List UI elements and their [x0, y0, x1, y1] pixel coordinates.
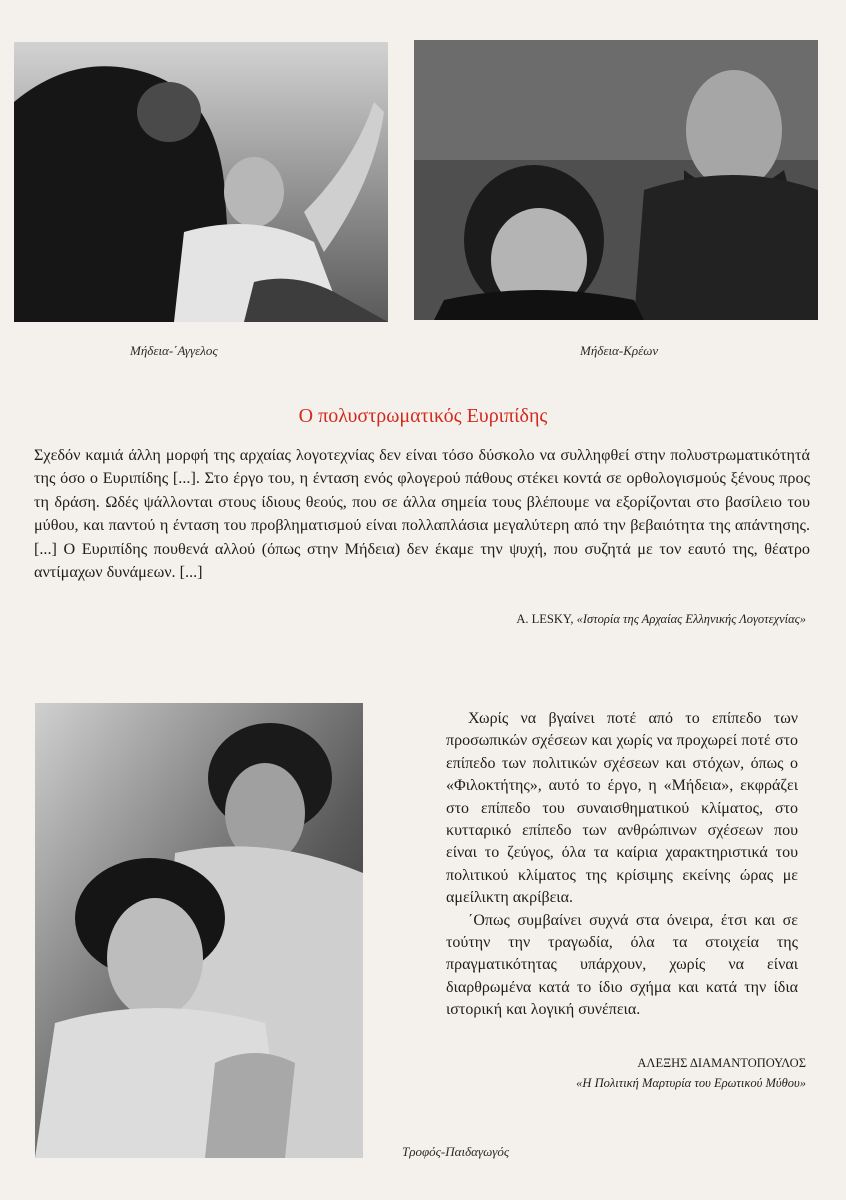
essay-paragraph-2: ΄Οπως συμβαίνει συχνά στα όνειρα, έτσι και σε τούτην την τραγωδία, όλα τα στοιχεία της πραγματικότητας υπάρχουν, χωρίς να είναι διαρθρωμένα κατά το ίδιο σχήμα και κατά την ίδια ιστορική και λογική συνέπεια.: [446, 911, 798, 1019]
photo-medea-kreon: [414, 40, 818, 320]
quote-work: «Ιστορία της Αρχαίας Ελληνικής Λογοτεχνίας»: [576, 612, 806, 626]
photo-medea-angelos: [14, 42, 388, 322]
essay-book: «Η Πολιτική Μαρτυρία του Ερωτικού Μύθου»: [576, 1076, 806, 1090]
caption-trofos-paidagogos: Τροφός-Παιδαγωγός: [402, 1144, 510, 1159]
caption-medea-kreon: Μήδεια-Κρέων: [580, 343, 659, 358]
quote-text: Σχεδόν καμιά άλλη μορφή της αρχαίας λογοτεχνίας δεν είναι τόσο δύσκολο να συλληφθεί στην πολυστρωματικότητά της όσο ο Ευριπίδης [...]. Στο έργο του, η ένταση ενός φλογερού πάθους στέκει κοντά σε ορθολογισμούς ξένους προς τη δράση. Ωδές ψάλλονται στους ίδιους θεούς, που σε άλλα σημεία τους βλέπουμε να εξορίζονται στο βασίλειο του μύθου, και παντού η ένταση του προβληματισμού είναι πολλαπλάσια μεγαλύτερη από την βεβαιότητα της απάντησης. [...] Ο Ευριπίδης πουθενά αλλού (όπως στην Μήδεια) δεν έκαμε την ψυχή, που συζητά με τον εαυτό της, θέατρο αντίμαχων δυνάμεων. [...]: [34, 446, 810, 582]
essay-source: [576, 1053, 806, 1093]
section-title: Ο πολυστρωματικός Ευριπίδης: [298, 405, 548, 427]
quote-author: A. LESKY,: [516, 612, 574, 626]
quote-source: [516, 612, 806, 627]
essay-paragraph-1: Χωρίς να βγαίνει ποτέ από το επίπεδο των προσωπικών σχέσεων και χωρίς να προχωρεί ποτέ στο επίπεδο των πολιτικών σχέσεων και στόχων, όπως ο «Φιλοκτήτης», αυτό το έργο, η «Μήδεια», εκφράζει στο επίπεδο του συναισθηματικού κλίματος, στο κυτταρικό επίπεδο των ανθρώπινων σχέσεων που είναι το ζεύγος, όλα τα καίρια χαρακτηριστικά του πολιτικού κλίματος της κρίσιμης εκείνης ώρας με αμείλικτη ακρίβεια.: [446, 710, 798, 907]
photo-icon: [14, 42, 388, 322]
photo-icon: [35, 703, 363, 1158]
caption-medea-angelos: Μήδεια-΄Αγγελος: [130, 343, 218, 358]
photo-trofos-paidagogos: [35, 703, 363, 1158]
diamantopoulos-essay: [446, 708, 798, 1022]
lesky-quote: [34, 444, 810, 584]
photo-icon: [414, 40, 818, 320]
essay-author: ΑΛΕΞΗΣ ΔΙΑΜΑΝΤΟΠΟΥΛΟΣ: [637, 1056, 806, 1070]
